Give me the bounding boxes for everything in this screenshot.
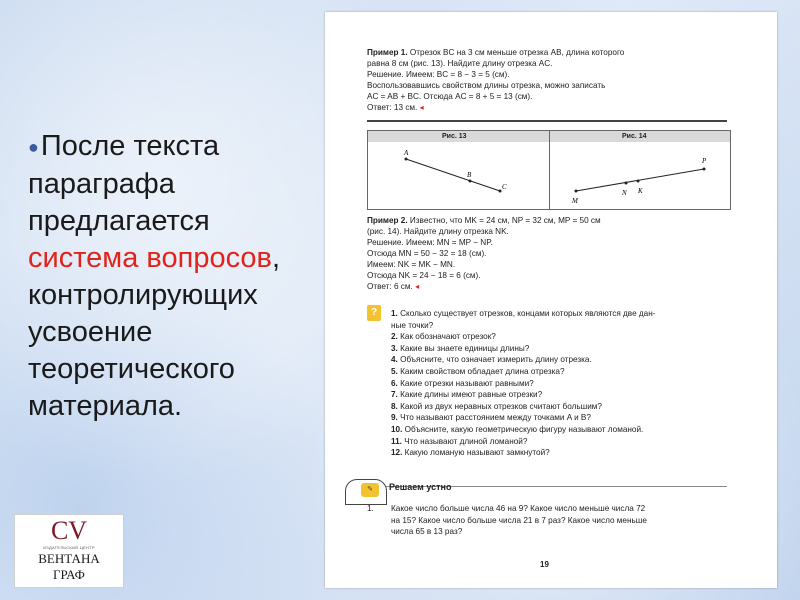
label-k: K	[638, 187, 643, 195]
example2-line2: (рис. 14). Найдите длину отрезка NK.	[367, 227, 509, 236]
bullet-icon: ●	[28, 136, 39, 157]
question-icon: ?	[367, 305, 381, 321]
question-number: 12.	[391, 448, 403, 458]
label-n: N	[622, 189, 627, 197]
question-number: 9.	[391, 413, 398, 423]
figures-box	[367, 130, 731, 210]
point-n	[625, 182, 628, 185]
question-item	[391, 389, 731, 401]
slide-text-block	[28, 128, 318, 425]
question-text: Какой из двух неравных отрезков считают большим?	[400, 401, 602, 411]
segment-ac	[406, 159, 500, 191]
question-text: Объясните, какую геометрическую фигуру называют ломаной.	[404, 424, 644, 434]
question-item	[391, 412, 731, 424]
point-a	[405, 158, 408, 161]
example1-line3: Решение. Имеем: BC = 8 − 3 = 5 (см).	[367, 70, 510, 79]
end-marker-icon: ◂	[415, 282, 420, 291]
question-item	[391, 424, 731, 436]
example2-title: Пример 2.	[367, 216, 408, 225]
oral-section-title: Решаем устно	[389, 482, 452, 492]
task-number: 1.	[367, 504, 374, 513]
slide-text-highlight: система вопросов	[28, 241, 272, 274]
question-number: 5.	[391, 366, 398, 376]
question-number: 2.	[391, 332, 398, 342]
question-number: 8.	[391, 401, 398, 411]
example1-title: Пример 1.	[367, 48, 408, 57]
point-m	[575, 190, 578, 193]
oral-task-icon: ✎	[361, 483, 379, 497]
question-text: Каким свойством обладает длина отрезка?	[400, 366, 565, 376]
question-item	[391, 401, 731, 413]
point-b	[469, 180, 472, 183]
label-c: C	[502, 183, 507, 191]
question-item	[391, 447, 731, 459]
label-a: A	[404, 149, 409, 157]
example1-answer: Ответ: 13 см. ◂	[367, 103, 424, 112]
question-text: Сколько существует отрезков, концами которых являются две дан-	[400, 309, 656, 318]
example1-line1: Пример 1. Отрезок BC на 3 см меньше отрезка AB, длина которого	[367, 48, 625, 57]
example2-line6: Отсюда NK = 24 − 18 = 6 (см).	[367, 271, 481, 280]
slide-text-part1: После текста параграфа предлагается	[28, 130, 220, 237]
example1-line5: AC = AB + BC. Отсюда AC = 8 + 5 = 13 (см).	[367, 92, 533, 101]
question-number: 3.	[391, 343, 398, 353]
point-p	[703, 168, 706, 171]
publisher-logo	[14, 514, 124, 588]
question-number: 11.	[391, 436, 402, 446]
logo-name-line1: ВЕНТАНА	[38, 551, 100, 566]
question-text: Какие вы знаете единицы длины?	[400, 343, 530, 353]
question-number: 4.	[391, 355, 398, 365]
question-text: Какие отрезки называют равными?	[400, 378, 534, 388]
example2-line1: Пример 2. Известно, что MK = 24 см, NP = 32 см, MP = 50 см	[367, 216, 601, 225]
label-b: B	[467, 171, 472, 179]
question-text: Какую ломаную называют замкнутой?	[404, 448, 550, 458]
question-item	[391, 343, 731, 355]
question-item	[391, 354, 731, 366]
fig13-title: Рис. 13	[442, 133, 467, 140]
question-item	[391, 320, 731, 332]
page-number: 19	[540, 560, 549, 569]
question-item	[391, 436, 731, 448]
question-text: ные точки?	[391, 320, 434, 330]
logo-subtitle: ИЗДАТЕЛЬСКИЙ ЦЕНТР	[43, 545, 95, 550]
question-number: 7.	[391, 390, 398, 400]
question-item	[391, 366, 731, 378]
question-item	[391, 308, 731, 320]
slide-text-part2: , контролирующих усвоение теоретического материала.	[28, 241, 280, 422]
divider-line	[367, 120, 727, 122]
label-p: P	[702, 157, 707, 165]
question-text: Что называют длиной ломаной?	[404, 436, 528, 446]
questions-list	[391, 308, 731, 459]
question-text: Объясните, что означает измерить длину отрезка.	[400, 355, 592, 365]
question-number: 10.	[391, 424, 403, 434]
question-item	[391, 331, 731, 343]
figures-drawing	[368, 131, 730, 209]
fig14-title: Рис. 14	[622, 133, 647, 140]
example2-line3: Решение. Имеем: MN = MP − NP.	[367, 238, 493, 247]
question-text: Что называют расстоянием между точками A и B?	[400, 413, 591, 423]
end-marker-icon: ◂	[419, 103, 424, 112]
question-number: 6.	[391, 378, 398, 388]
example2-line5: Имеем: NK = MK − MN.	[367, 260, 456, 269]
question-number: 1.	[391, 309, 398, 318]
question-item	[391, 378, 731, 390]
textbook-page	[325, 12, 777, 588]
question-text: Как обозначают отрезок?	[400, 332, 496, 342]
example1-line4: Воспользовавшись свойством длины отрезка, можно записать	[367, 81, 606, 90]
label-m: M	[572, 197, 578, 205]
example2-answer: Ответ: 6 см. ◂	[367, 282, 420, 291]
point-k	[637, 180, 640, 183]
logo-name-line2: ГРАФ	[53, 567, 85, 582]
logo-monogram: CV	[50, 516, 88, 545]
example2-line4: Отсюда MN = 50 − 32 = 18 (см).	[367, 249, 487, 258]
example1-line2: равна 8 см (рис. 13). Найдите длину отрезка AC.	[367, 59, 553, 68]
question-text: Какие длины имеют равные отрезки?	[400, 390, 543, 400]
task-text: Какое число больше числа 46 на 9? Какое число меньше числа 72 на 15? Какое число больше числа 21 в 7 раз? Какое число меньше числа 65 в 13 раз?	[391, 504, 647, 537]
